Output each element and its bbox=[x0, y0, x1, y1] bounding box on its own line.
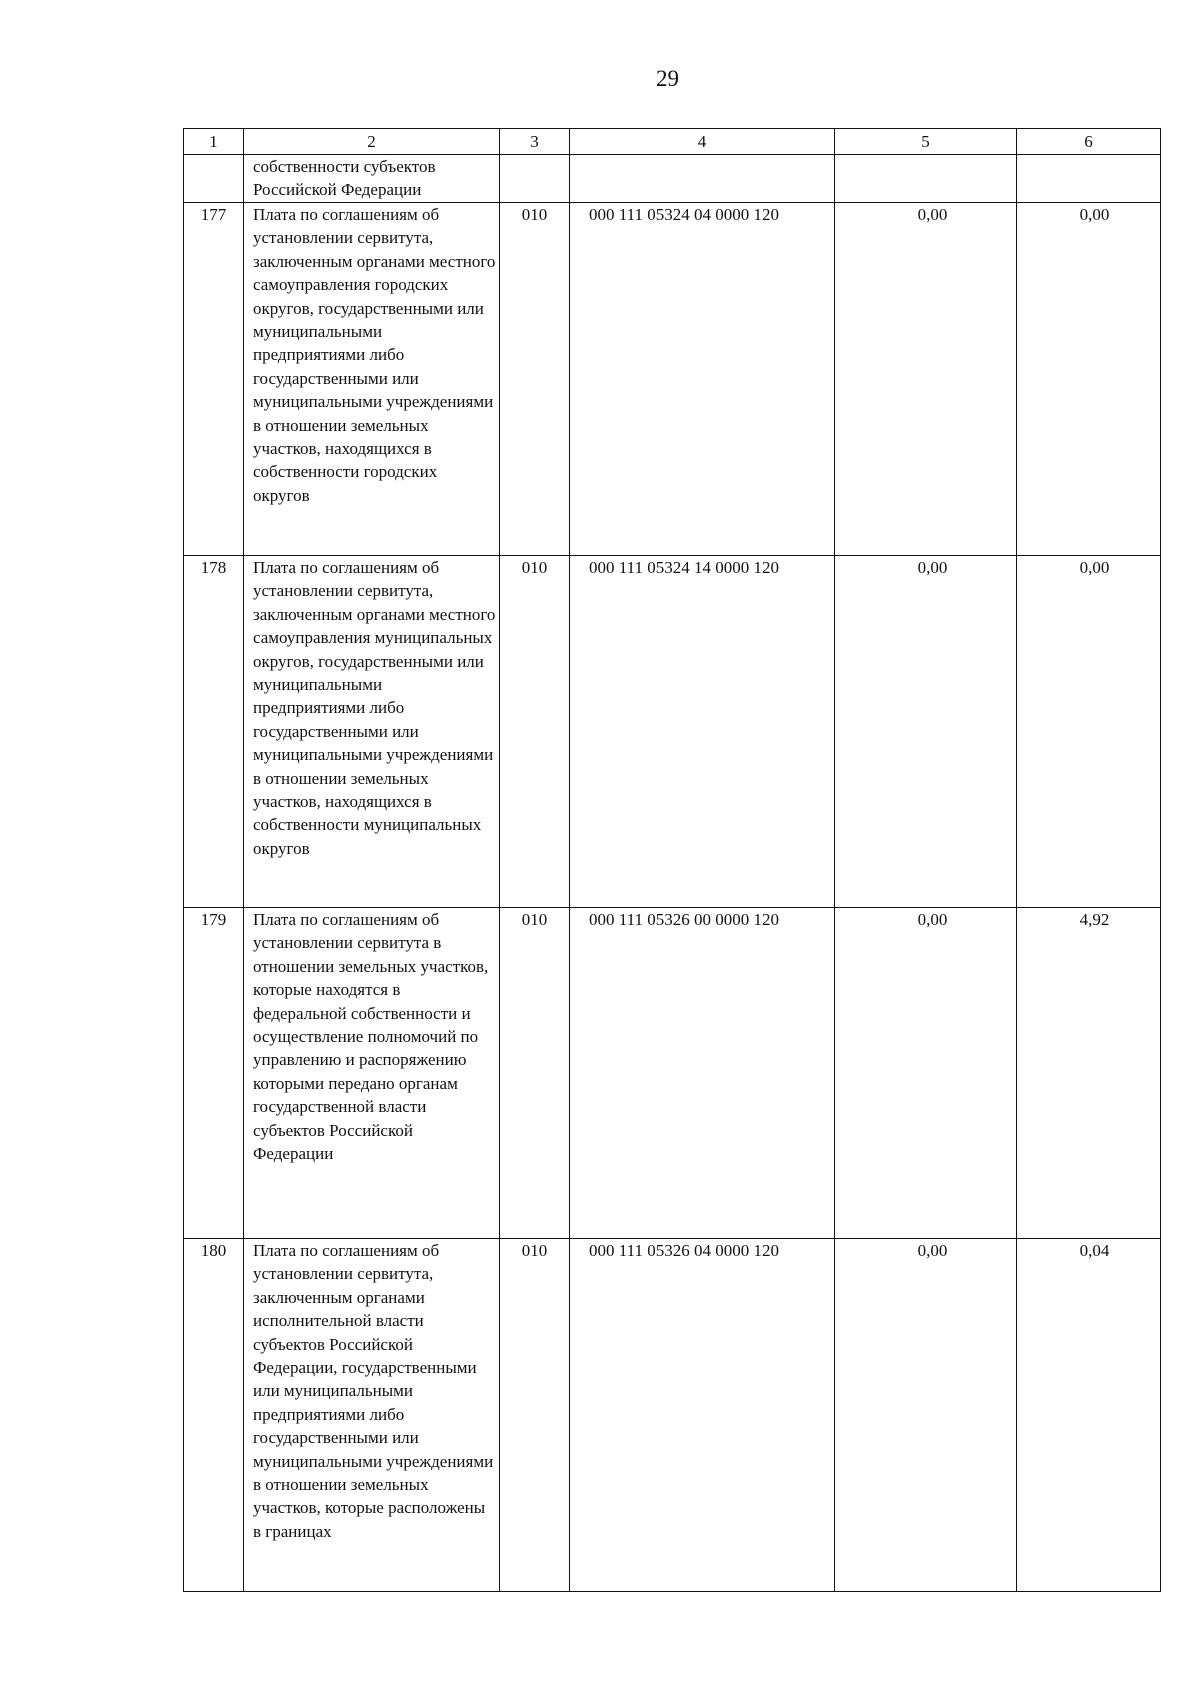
header-cell-1: 1 bbox=[184, 129, 244, 155]
revenue-name: Плата по соглашениям об установлении сервитута, заключенным органами местного самоуправления муниципальных округов, государственными или муниципальными предприятиями либо государственными или муниципальными учреждениями в отношении земельных участков, находящихся в собственности муниципальных округов bbox=[244, 556, 500, 908]
row-number bbox=[184, 155, 244, 203]
value-col-5: 0,00 bbox=[835, 908, 1017, 1239]
header-cell-6: 6 bbox=[1017, 129, 1161, 155]
revenue-name: Плата по соглашениям об установлении сервитута, заключенным органами местного самоуправления городских округов, государственными или муниципальными предприятиями либо государственными или муниципальными учреждениями в отношении земельных участков, находящихся в собственности городских округов bbox=[244, 203, 500, 556]
table-row-continuation bbox=[184, 155, 1161, 203]
revenue-name: собственности субъектов Российской Федерации bbox=[244, 155, 500, 203]
row-number: 179 bbox=[184, 908, 244, 1239]
table-row bbox=[184, 1239, 1161, 1592]
header-cell-3: 3 bbox=[500, 129, 570, 155]
revenue-table bbox=[183, 128, 1161, 1592]
value-col-5 bbox=[835, 155, 1017, 203]
admin-code bbox=[500, 155, 570, 203]
budget-classification-code: 000 111 05324 14 0000 120 bbox=[570, 556, 835, 908]
table-row bbox=[184, 556, 1161, 908]
value-col-6: 0,00 bbox=[1017, 556, 1161, 908]
row-number: 178 bbox=[184, 556, 244, 908]
table-row bbox=[184, 908, 1161, 1239]
row-number: 180 bbox=[184, 1239, 244, 1592]
value-col-5: 0,00 bbox=[835, 556, 1017, 908]
revenue-name: Плата по соглашениям об установлении сервитута, заключенным органами исполнительной власти субъектов Российской Федерации, государственными или муниципальными предприятиями либо государственными или муниципальными учреждениями в отношении земельных участков, которые расположены в границах bbox=[244, 1239, 500, 1592]
header-cell-5: 5 bbox=[835, 129, 1017, 155]
header-cell-4: 4 bbox=[570, 129, 835, 155]
admin-code: 010 bbox=[500, 203, 570, 556]
budget-classification-code: 000 111 05326 00 0000 120 bbox=[570, 908, 835, 1239]
value-col-6: 4,92 bbox=[1017, 908, 1161, 1239]
budget-classification-code: 000 111 05324 04 0000 120 bbox=[570, 203, 835, 556]
row-number: 177 bbox=[184, 203, 244, 556]
header-cell-2: 2 bbox=[244, 129, 500, 155]
admin-code: 010 bbox=[500, 908, 570, 1239]
table-header-row bbox=[184, 129, 1161, 155]
value-col-5: 0,00 bbox=[835, 1239, 1017, 1592]
value-col-6: 0,04 bbox=[1017, 1239, 1161, 1592]
page-number: 29 bbox=[656, 66, 679, 91]
budget-classification-code: 000 111 05326 04 0000 120 bbox=[570, 1239, 835, 1592]
table-row bbox=[184, 203, 1161, 556]
admin-code: 010 bbox=[500, 556, 570, 908]
admin-code: 010 bbox=[500, 1239, 570, 1592]
revenue-name: Плата по соглашениям об установлении сервитута в отношении земельных участков, которые находятся в федеральной собственности и осуществление полномочий по управлению и распоряжению которыми передано органам государственной власти субъектов Российской Федерации bbox=[244, 908, 500, 1239]
value-col-5: 0,00 bbox=[835, 203, 1017, 556]
value-col-6 bbox=[1017, 155, 1161, 203]
value-col-6: 0,00 bbox=[1017, 203, 1161, 556]
budget-classification-code bbox=[570, 155, 835, 203]
